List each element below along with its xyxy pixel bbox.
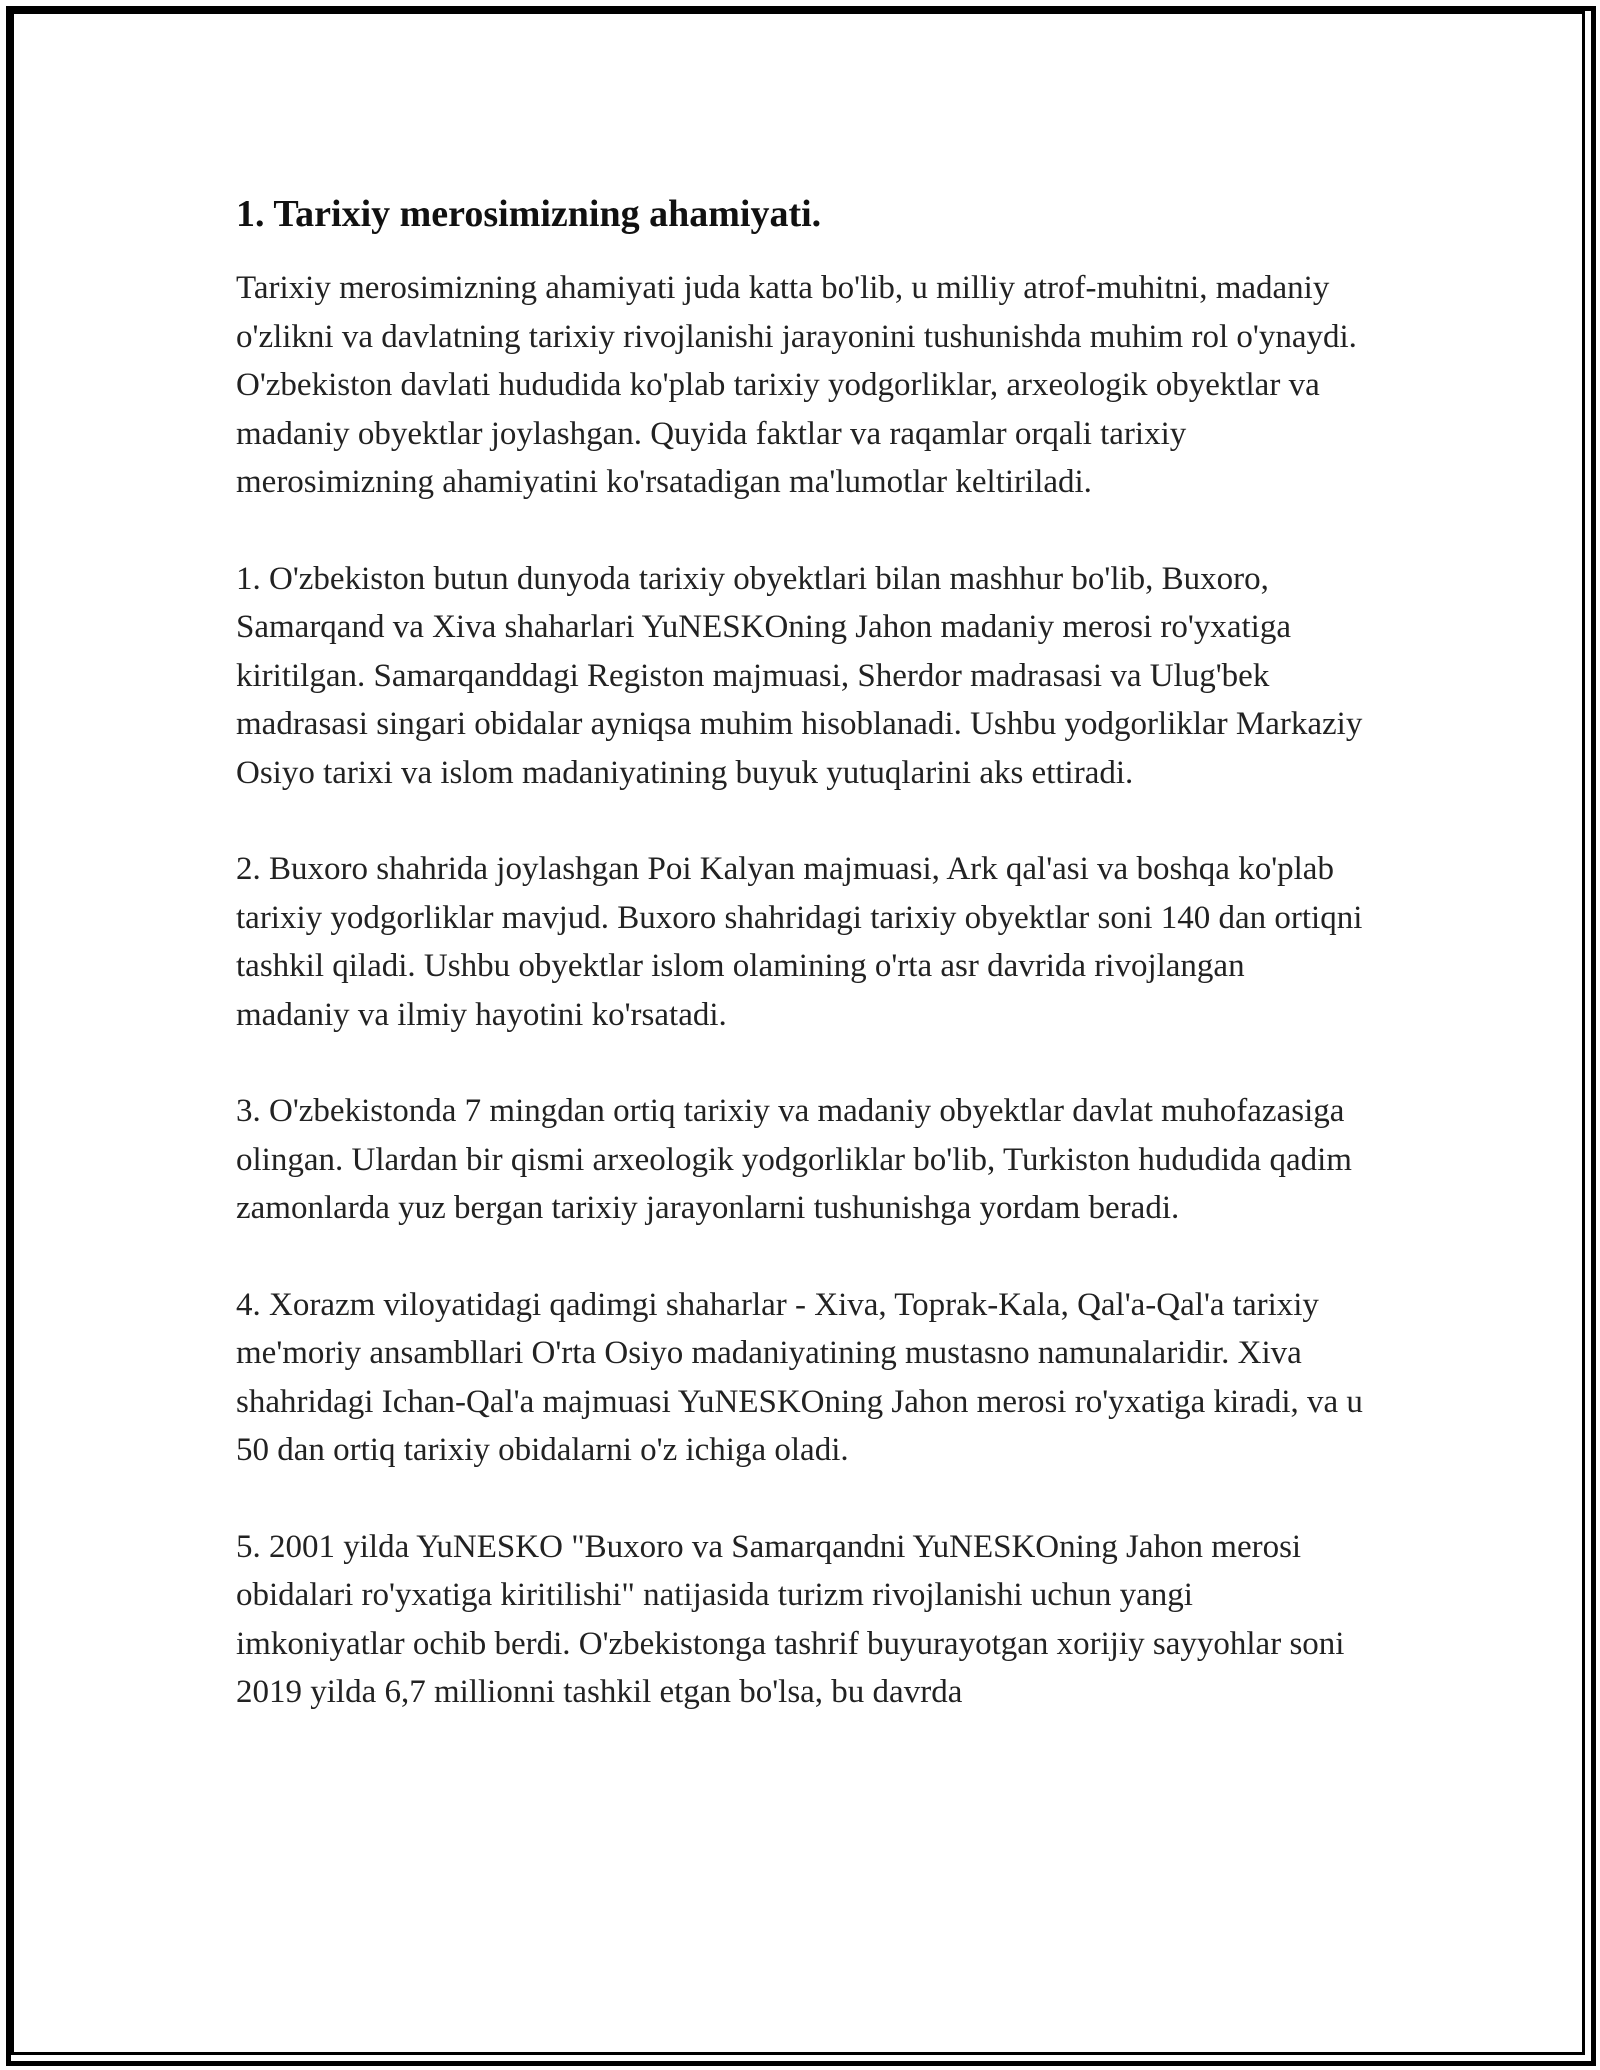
fact-paragraph-4: 4. Xorazm viloyatidagi qadimgi shaharlar - Xiva, Toprak-Kala, Qal'a-Qal'a tarixiy me'moriy ansambllari O'rta Osiyo madaniyatining mustasno namunalaridir. Xiva shahridagi Ichan-Qal'a majmuasi YuNESKOning Jahon merosi ro'yxatiga kiradi, va u 50 dan ortiq tarixiy obidalarni o'z ichiga oladi. — [236, 1286, 1363, 1468]
section-title: 1. Tarixiy merosimizning ahamiyati. — [236, 193, 822, 235]
fact-paragraph-1: 1. O'zbekiston butun dunyoda tarixiy obyektlari bilan mashhur bo'lib, Buxoro, Samarqand va Xiva shaharlari YuNESKOning Jahon madaniy merosi ro'yxatiga kiritilgan. Samarqanddagi Registon majmuasi, Sherdor madrasasi va Ulug'bek madrasasi singari obidalar ayniqsa muhim hisoblanadi. Ushbu yodgorliklar Markaziy Osiyo tarixi va islom madaniyatining buyuk yutuqlarini aks ettiradi. — [236, 560, 1363, 791]
fact-paragraph-3: 3. O'zbekistonda 7 mingdan ortiq tarixiy va madaniy obyektlar davlat muhofazasiga olingan. Ulardan bir qismi arxeologik yodgorliklar bo'lib, Turkiston hududida qadim zamonlarda yuz bergan tarixiy jarayonlarni tushunishga yordam beradi. — [236, 1093, 1352, 1226]
document-body — [236, 190, 1366, 1717]
fact-paragraph-2: 2. Buxoro shahrida joylashgan Poi Kalyan majmuasi, Ark qal'asi va boshqa ko'plab tarixiy yodgorliklar mavjud. Buxoro shahridagi tarixiy obyektlar soni 140 dan ortiqni tashkil qiladi. Ushbu obyektlar islom olamining o'rta asr davrida rivojlangan madaniy va ilmiy hayotini ko'rsatadi. — [236, 851, 1363, 1033]
fact-paragraph-5: 5. 2001 yilda YuNESKO "Buxoro va Samarqandni YuNESKOning Jahon merosi obidalari ro'yxatiga kiritilishi" natijasida turizm rivojlanishi uchun yangi imkoniyatlar ochib berdi. O'zbekistonga tashrif buyurayotgan xorijiy sayyohlar soni 2019 yilda 6,7 millionni tashkil etgan bo'lsa, bu davrda — [236, 1528, 1345, 1710]
intro-paragraph: Tarixiy merosimizning ahamiyati juda katta bo'lib, u milliy atrof-muhitni, madaniy o'zlikni va davlatning tarixiy rivojlanishi jarayonini tushunishda muhim rol o'ynaydi. O'zbekiston davlati hududida ko'plab tarixiy yodgorliklar, arxeologik obyektlar va madaniy obyektlar joylashgan. Quyida faktlar va raqamlar orqali tarixiy merosimizning ahamiyatini ko'rsatadigan ma'lumotlar keltiriladi. — [236, 270, 1357, 500]
